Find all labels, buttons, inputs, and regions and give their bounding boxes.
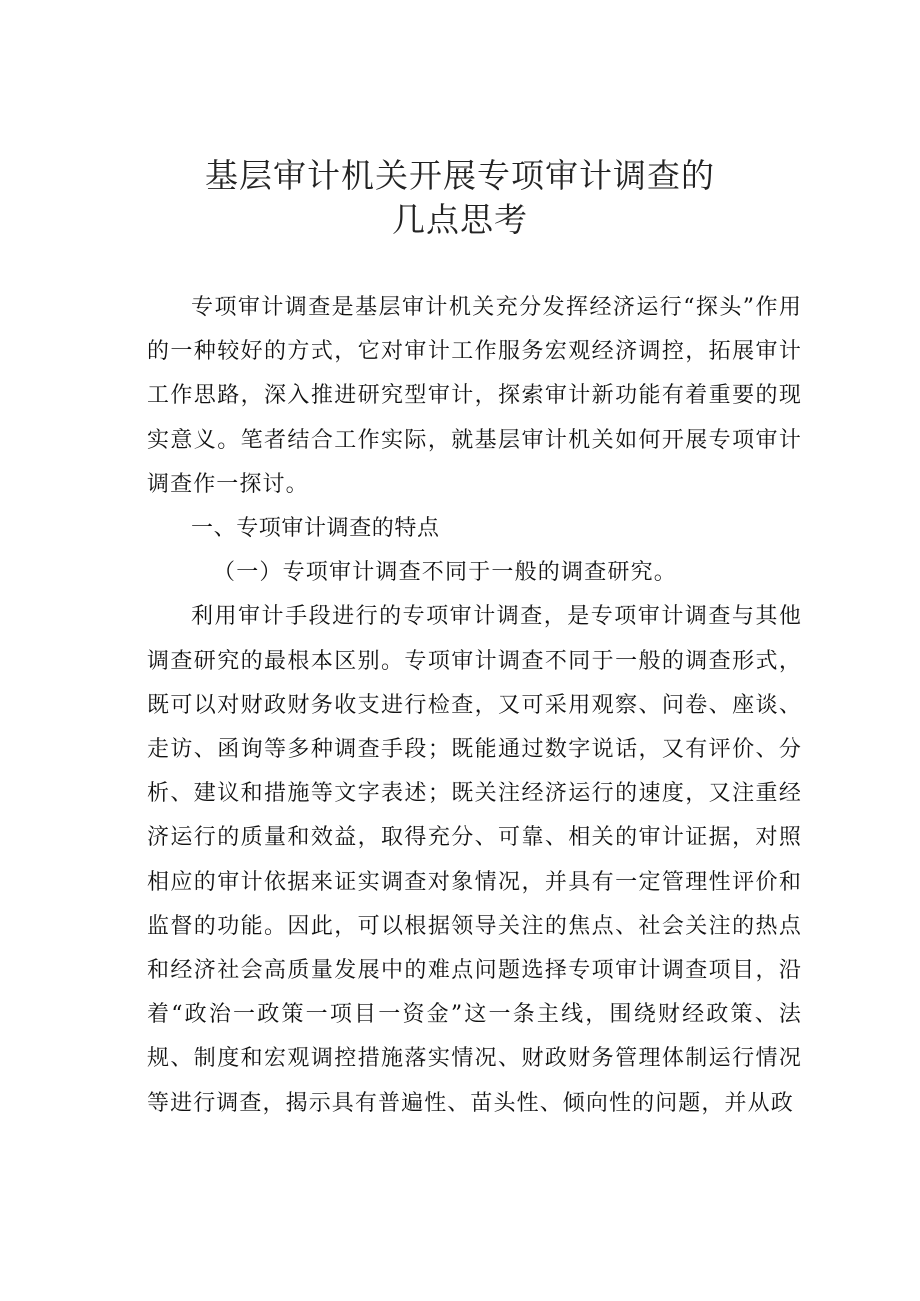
document-title-line2: 几点思考 <box>392 200 528 239</box>
intro-paragraph: 专项审计调查是基层审计机关充分发挥经济运行“探头”作用的一种较好的方式，它对审计工作服务宏观经济调控，拓展审计工作思路，深入推进研究型审计，探索审计新功能有着重要的现实意义。笔者结合工作实际，就基层审计机关如何开展专项审计调查作一探讨。 <box>147 295 802 497</box>
section-heading: 一、专项审计调查的特点 <box>191 516 440 542</box>
subsection-heading: （一）专项审计调查不同于一般的调查研究。 <box>213 560 678 586</box>
document-title-line1: 基层审计机关开展专项审计调查的 <box>205 156 715 195</box>
document-body <box>147 286 802 1126</box>
body-paragraph: 利用审计手段进行的专项审计调查，是专项审计调查与其他调查研究的最根本区别。专项审计调查不同于一般的调查形式，既可以对财政财务收支进行检查，又可采用观察、问卷、座谈、走访、函询等多种调查手段；既能通过数字说话，又有评价、分析、建议和措施等文字表述；既关注经济运行的速度，又注重经济运行的质量和效益，取得充分、可靠、相关的审计证据，对照相应的审计依据来证实调查对象情况，并具有一定管理性评价和监督的功能。因此，可以根据领导关注的焦点、社会关注的热点和经济社会高质量发展中的难点问题选择专项审计调查项目，沿着“政治一政策一项目一资金”这一条主线，围绕财经政策、法规、制度和宏观调控措施落实情况、财政财务管理体制运行情况等进行调查，揭示具有普遍性、苗头性、倾向性的问题，并从政 <box>147 604 802 1116</box>
